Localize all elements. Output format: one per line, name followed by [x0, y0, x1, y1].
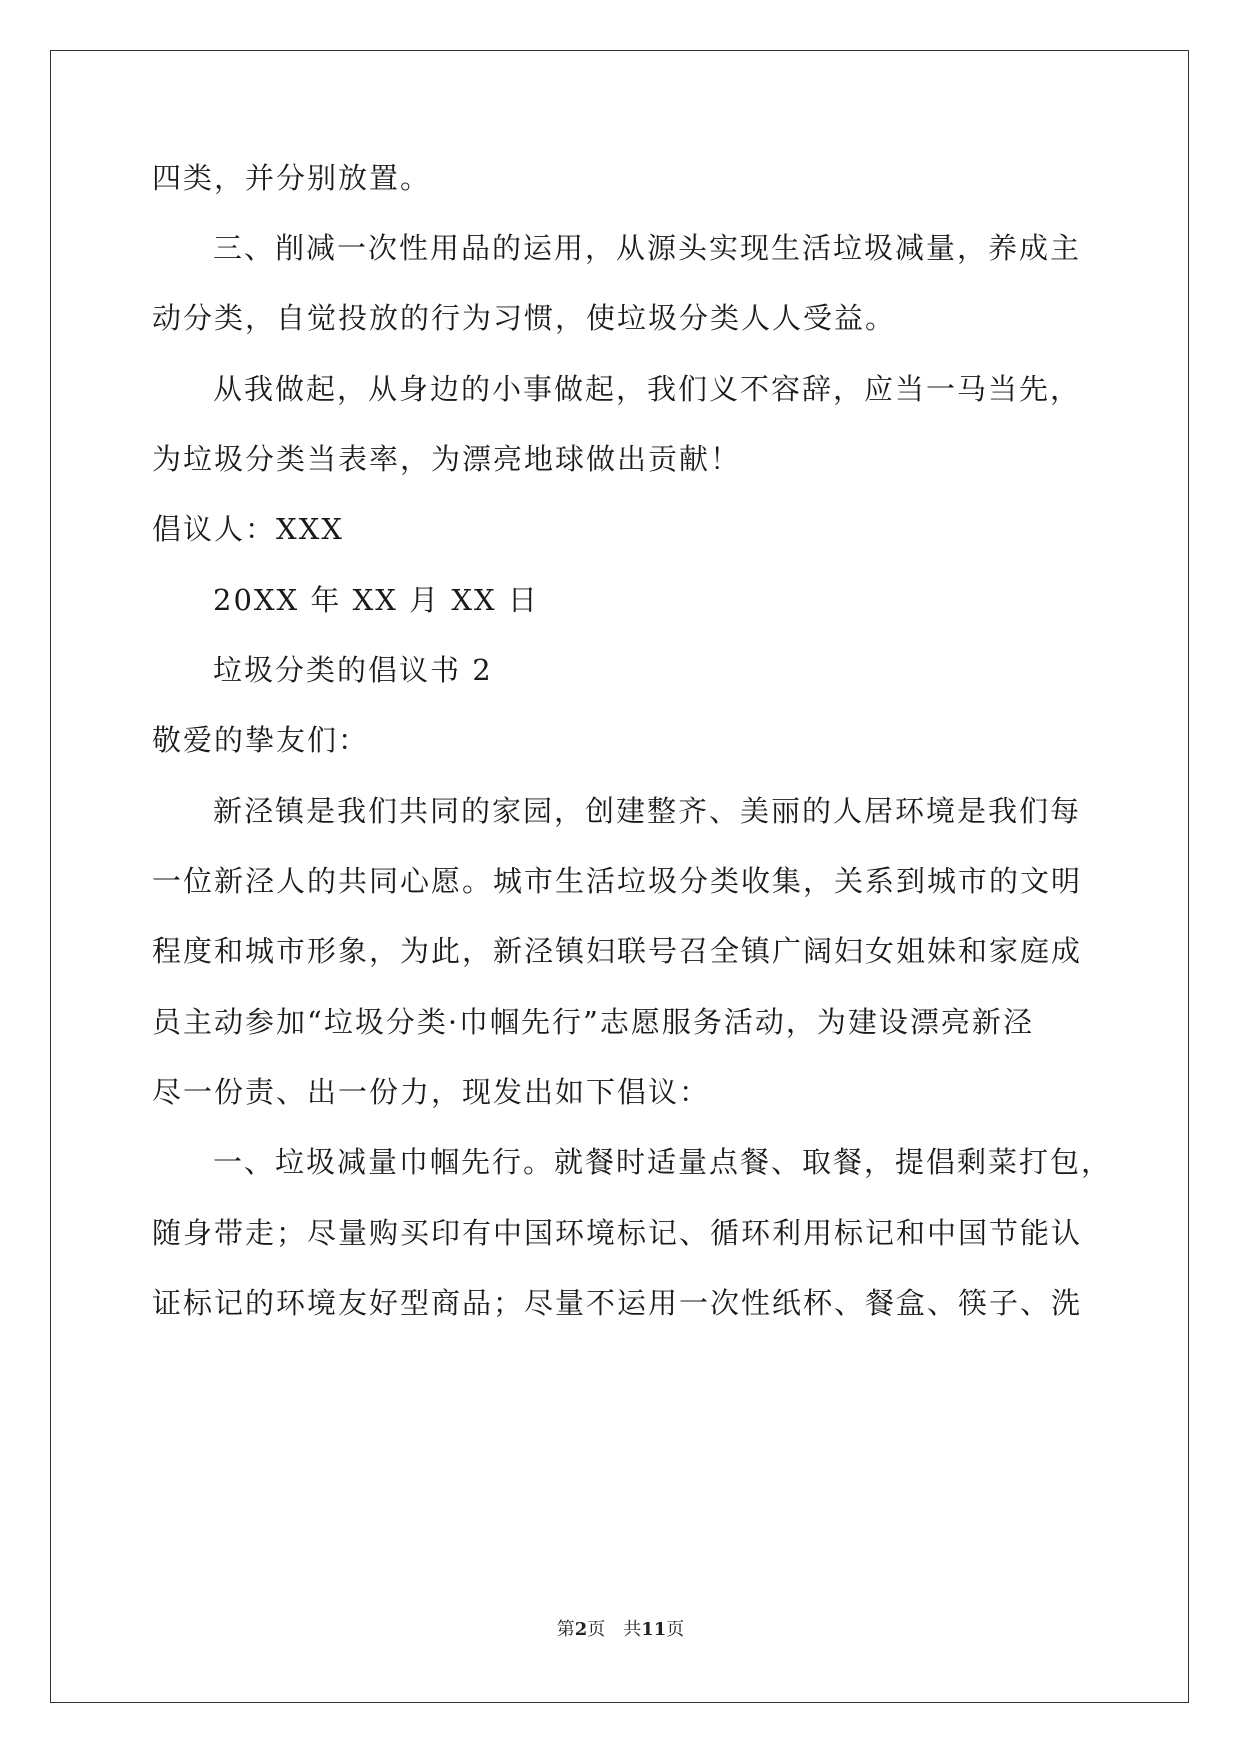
page-number: 2: [574, 1619, 588, 1640]
total-prefix: 共: [623, 1619, 642, 1640]
text-line: 尽一份责、出一份力，现发出如下倡议：: [152, 1075, 711, 1109]
text-line: 一、垃圾减量巾帼先行。就餐时适量点餐、取餐，提倡剩菜打包，: [213, 1145, 1113, 1179]
date-line: 20XX 年 XX 月 XX 日: [213, 583, 539, 617]
text-line: 程度和城市形象，为此，新泾镇妇联号召全镇广阔妇女姐妹和家庭成: [152, 934, 1083, 968]
text-line: 随身带走；尽量购买印有中国环境标记、循环利用标记和中国节能认: [152, 1216, 1083, 1250]
salutation: 敬爱的挚友们：: [152, 723, 370, 757]
text-line: 新泾镇是我们共同的家园，创建整齐、美丽的人居环境是我们每: [213, 794, 1082, 828]
total-suffix: 页: [666, 1619, 685, 1640]
section-title: 垃圾分类的倡议书 2: [213, 653, 493, 687]
text-line: 证标记的环境友好型商品；尽量不运用一次性纸杯、餐盒、筷子、洗: [152, 1286, 1083, 1320]
text-line: 四类，并分别放置。: [152, 161, 432, 195]
total-pages: 11: [641, 1619, 667, 1640]
text-line: 一位新泾人的共同心愿。城市生活垃圾分类收集，关系到城市的文明: [152, 864, 1083, 898]
page-prefix: 第: [556, 1619, 575, 1640]
text-line: 员主动参加“垃圾分类·巾帼先行”志愿服务活动，为建设漂亮新泾: [152, 1005, 1034, 1039]
text-line: 从我做起，从身边的小事做起，我们义不容辞，应当一马当先，: [213, 372, 1082, 406]
text-line: 为垃圾分类当表率，为漂亮地球做出贡献！: [152, 442, 742, 476]
page-footer: [0, 1618, 1241, 1642]
page-suffix: 页: [587, 1619, 606, 1640]
text-line: 三、削减一次性用品的运用，从源头实现生活垃圾减量，养成主: [213, 231, 1082, 265]
signatory-line: 倡议人：XXX: [152, 512, 344, 546]
text-line: 动分类，自觉投放的行为习惯，使垃圾分类人人受益。: [152, 301, 897, 335]
